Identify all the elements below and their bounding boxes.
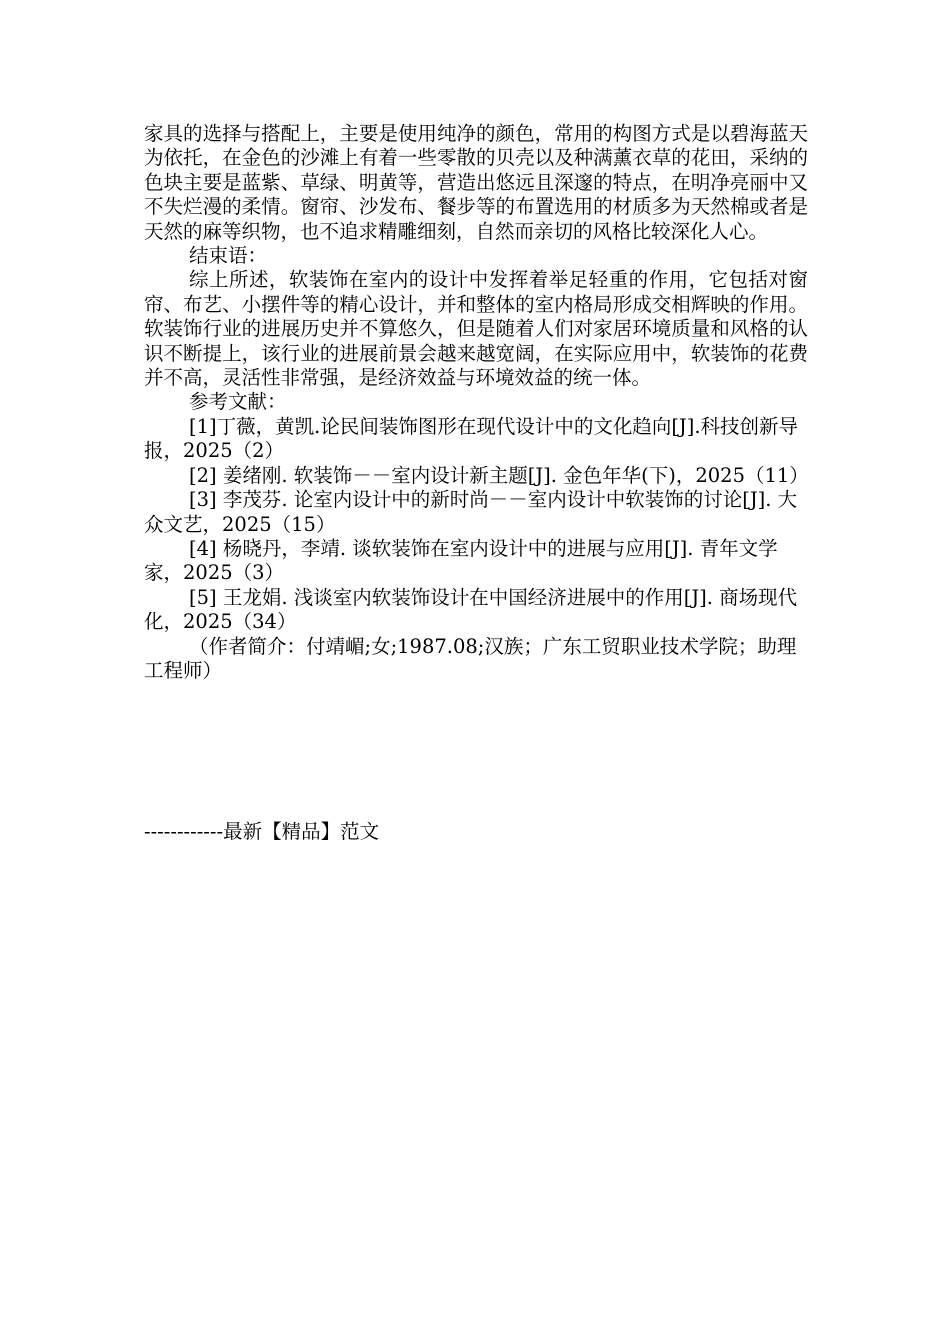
- body-paragraph-continuation: 家具的选择与搭配上，主要是使用纯净的颜色，常用的构图方式是以碧海蓝天为依托，在金色的沙滩上有着一些零散的贝壳以及种满薰衣草的花田，采纳的色块主要是蓝紫、草绿、明黄等，营造出悠远且深邃的特点，在明净亮丽中又不失烂漫的柔情。窗帘、沙发布、餐步等的布置选用的材质多为天然棉或者是天然的麻等织物，也不追求精雕细刻，自然而亲切的风格比较深化人心。: [144, 122, 808, 243]
- reference-item-1: [1]丁薇，黄凯.论民间装饰图形在现代设计中的文化趋向[J].科技创新导报，2025（2）: [144, 414, 799, 463]
- author-note: （作者简介：付靖嵋;女;1987.08;汉族；广东工贸职业技术学院；助理工程师）: [144, 634, 797, 682]
- reference-item-2: [2] 姜绪刚. 软装饰－－室内设计新主题[J]. 金色年华(下)，2025（11）: [189, 463, 809, 487]
- document-body: [144, 122, 808, 683]
- conclusion-heading: 结束语：: [189, 244, 268, 268]
- reference-item-3: [3] 李茂芬. 论室内设计中的新时尚－－室内设计中软装饰的讨论[J]. 大众文艺，2025（15）: [144, 488, 798, 536]
- reference-item-5: [5] 王龙娟. 浅谈室内软装饰设计在中国经济进展中的作用[J]. 商场现代化，2025（34）: [144, 585, 798, 634]
- reference-item-4: [4] 杨晓丹，李靖. 谈软装饰在室内设计中的进展与应用[J]. 青年文学家，2025（3）: [144, 536, 778, 585]
- conclusion-paragraph: 综上所述，软装饰在室内的设计中发挥着举足轻重的作用，它包括对窗帘、布艺、小摆件等的精心设计，并和整体的室内格局形成交相辉映的作用。软装饰行业的进展历史并不算悠久，但是随着人们对家居环境质量和风格的认识不断提上，该行业的进展前景会越来越宽阔，在实际应用中，软装饰的花费并不高，灵活性非常强，是经济效益与环境效益的统一体。: [144, 268, 808, 390]
- footer-text: ------------最新【精品】范文: [144, 820, 380, 843]
- references-heading: 参考文献：: [189, 390, 287, 414]
